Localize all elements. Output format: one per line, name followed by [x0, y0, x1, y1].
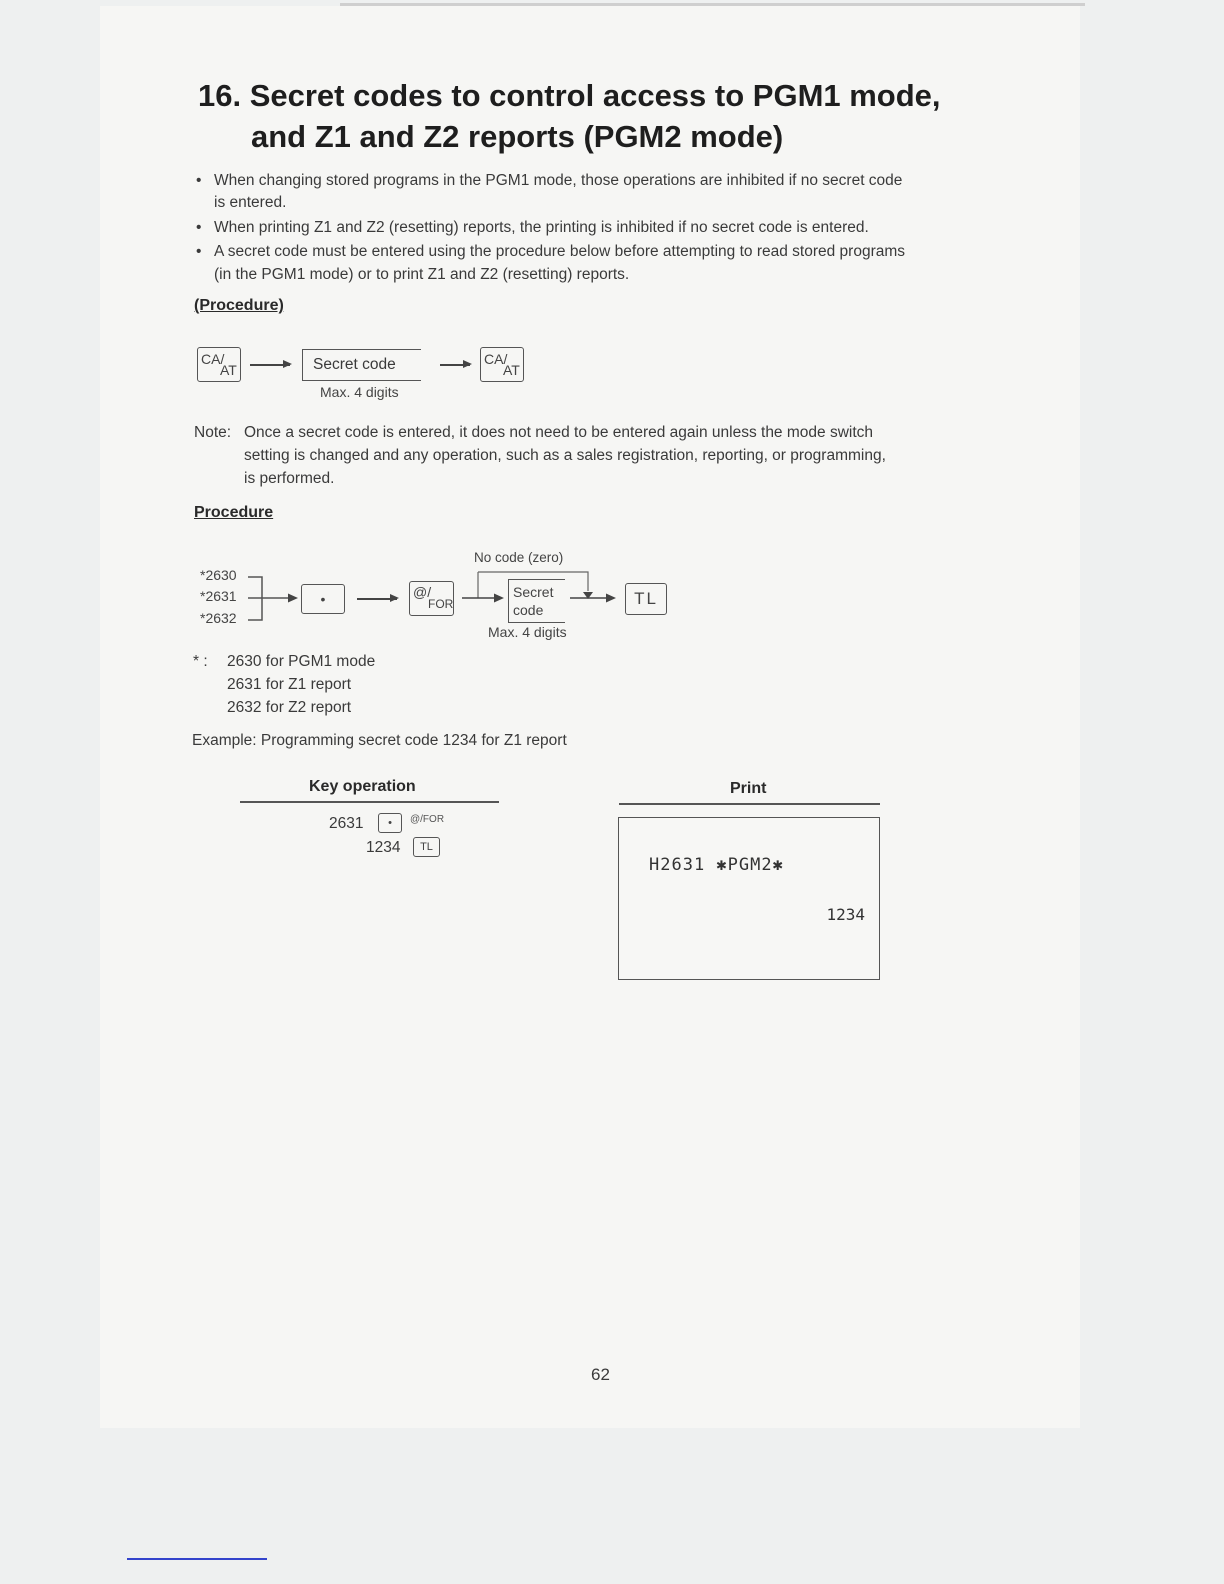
- no-code-label: No code (zero): [474, 550, 564, 565]
- note-line3: is performed.: [244, 470, 335, 487]
- receipt-line-1: H2631 ✱PGM2✱: [649, 855, 784, 875]
- page-number: 62: [591, 1365, 610, 1384]
- secret-label: Secret: [513, 584, 554, 600]
- receipt-box: [618, 817, 880, 980]
- tl-key: TL: [625, 583, 667, 615]
- print-header: Print: [730, 780, 767, 797]
- bullet-1-text: When changing stored programs in the PGM1 mode, those operations are inhibited if no secret code: [214, 172, 903, 189]
- note-line2: setting is changed and any operation, such as a sales registration, reporting, or programming,: [244, 447, 886, 464]
- example-text: Example: Programming secret code 1234 for Z1 report: [192, 732, 567, 749]
- bullet-3: • A secret code must be entered using the procedure below before attempting to read stored programs: [196, 243, 906, 260]
- arrow-icon: [357, 598, 397, 600]
- footnote-star: * :: [193, 653, 208, 670]
- max-digits-note-2: Max. 4 digits: [488, 624, 567, 640]
- key-op-dot-key: •: [378, 813, 402, 833]
- bullet-3-cont: (in the PGM1 mode) or to print Z1 and Z2 (resetting) reports.: [214, 266, 630, 283]
- print-rule: [619, 803, 880, 805]
- note-label: Note:: [194, 424, 232, 441]
- note-line1: Once a secret code is entered, it does not need to be entered again unless the mode switch: [244, 424, 874, 441]
- code-2631: *2631: [200, 588, 237, 604]
- bracket-connector: [240, 568, 300, 628]
- ca-at-key-2: [480, 347, 524, 382]
- footnote-line3: 2632 for Z2 report: [227, 699, 352, 716]
- bullet-3-text: A secret code must be entered using the procedure below before attempting to read stored programs: [214, 243, 906, 260]
- arrow-icon: [440, 364, 470, 366]
- code-2632: *2632: [200, 610, 237, 626]
- ca-label: CA/: [201, 351, 225, 367]
- key-operation-rule: [240, 801, 499, 803]
- ca-label: CA/: [484, 351, 508, 367]
- code-2630: *2630: [200, 567, 237, 583]
- bullet-1-cont: is entered.: [214, 194, 287, 211]
- bullet-1: • When changing stored programs in the PGM1 mode, those operations are inhibited if no secret code: [196, 172, 903, 189]
- key-op-value-2: 1234: [366, 839, 401, 856]
- section-title-line1: 16. Secret codes to control access to PGM1 mode,: [198, 78, 941, 113]
- footnote-line2: 2631 for Z1 report: [227, 676, 352, 693]
- procedure1-heading: (Procedure): [194, 297, 284, 314]
- section-title-line2: and Z1 and Z2 reports (PGM2 mode): [251, 119, 784, 154]
- key-op-for-key: @/FOR: [410, 814, 445, 825]
- bullet-2: • When printing Z1 and Z2 (resetting) reports, the printing is inhibited if no secret code is entered.: [196, 219, 869, 236]
- arrow-icon: [250, 364, 290, 366]
- receipt-line-2: 1234: [826, 905, 865, 924]
- procedure2-heading: Procedure: [194, 504, 274, 521]
- link-underline: [127, 1558, 267, 1560]
- key-op-value-1: 2631: [329, 815, 364, 832]
- key-operation-header: Key operation: [309, 778, 416, 795]
- secret-code-label: Secret code: [313, 356, 396, 373]
- secret-code-box-2: [508, 579, 565, 623]
- footnote-line1: 2630 for PGM1 mode: [227, 653, 376, 670]
- code-label: code: [513, 602, 544, 618]
- at-for-key: [409, 581, 454, 616]
- at-for-top: @/: [413, 584, 432, 600]
- bullet-2-text: When printing Z1 and Z2 (resetting) reports, the printing is inhibited if no secret code is entered.: [214, 219, 869, 236]
- secret-code-box: [302, 349, 421, 381]
- ca-at-key-1: [197, 347, 241, 382]
- max-digits-note-1: Max. 4 digits: [320, 384, 399, 400]
- at-label: AT: [220, 362, 237, 378]
- at-label: AT: [503, 362, 520, 378]
- dot-key: •: [301, 584, 345, 614]
- key-op-tl-key: TL: [413, 837, 440, 857]
- at-for-bottom: FOR: [428, 597, 454, 611]
